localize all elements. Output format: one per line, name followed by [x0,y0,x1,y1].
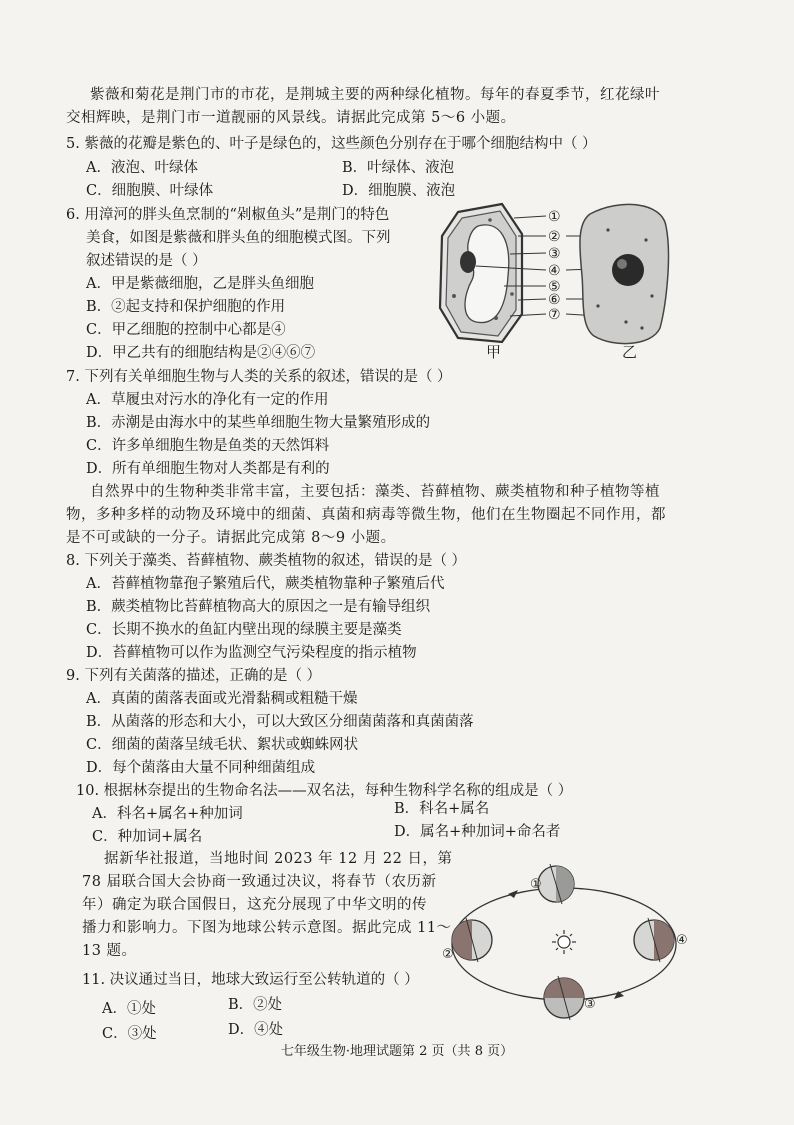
q6-option-a[interactable]: A．甲是紫薇细胞，乙是胖头鱼细胞 [86,276,314,292]
q9-option-d[interactable]: D．每个菌落由大量不同种细菌组成 [86,760,316,776]
q6-stem-line1: 6. 用漳河的胖头鱼烹制的“剁椒鱼头”是荆门的特色 [66,207,390,223]
orbit-label-1: ① [530,877,542,892]
orbit-label-4: ④ [676,933,688,948]
passage1-line1: 紫薇和菊花是荆门市的市花，是荆城主要的两种绿化植物。每年的春夏季节，红花绿叶 [90,87,660,103]
cell-caption-b: 乙 [622,343,638,361]
q6-option-d[interactable]: D．甲乙共有的细胞结构是②④⑥⑦ [86,345,316,361]
q11-option-c[interactable]: C．③处 [102,1026,157,1042]
q10-option-c[interactable]: C．种加词+属名 [92,829,203,845]
q9-option-b[interactable]: B．从菌落的形态和大小，可以大致区分细菌菌落和真菌菌落 [86,714,474,730]
passage2-line3: 是不可或缺的一分子。请据此完成第 8～9 小题。 [66,530,396,546]
q7-option-a[interactable]: A．草履虫对污水的净化有一定的作用 [86,392,329,408]
q7-option-d[interactable]: D．所有单细胞生物对人类都是有利的 [86,461,330,477]
q5-option-c[interactable]: C．细胞膜、叶绿体 [86,183,214,199]
orbit-arrow-icon [508,890,518,898]
q9-option-c[interactable]: C．细菌的菌落呈绒毛状、絮状或蜘蛛网状 [86,737,359,753]
passage3-line5: 13 题。 [82,943,137,959]
q9-option-a[interactable]: A．真菌的菌落表面或光滑黏稠或粗糙干燥 [86,691,358,707]
orbit-label-2: ② [442,947,454,962]
passage2-line2: 物，多种多样的动物及环境中的细菌、真菌和病毒等微生物，他们在生物圈起不同作用，都 [66,507,666,523]
q6-stem-line3: 叙述错误的是（ ） [86,253,207,269]
sun-icon [552,930,576,954]
cell-label-6: ⑥ [548,292,561,308]
orbit-label-3: ③ [584,997,596,1012]
q11-option-b[interactable]: B．②处 [228,997,283,1013]
q11-stem: 11. 决议通过当日，地球大致运行至公转轨道的（ ） [82,972,419,988]
passage3-line4: 播力和影响力。下图为地球公转示意图。据此完成 11～ [82,920,452,936]
q10-option-d[interactable]: D．属名+种加词+命名者 [394,824,561,840]
q10-option-a[interactable]: A．科名+属名+种加词 [92,806,243,822]
q11-option-d[interactable]: D．④处 [228,1022,284,1038]
q5-stem: 5. 紫薇的花瓣是紫色的、叶子是绿色的，这些颜色分别存在于哪个细胞结构中（ ） [66,136,597,152]
cell-diagram [430,196,670,362]
plant-cell [440,204,522,342]
earth-position-2 [452,918,492,962]
q5-option-b[interactable]: B．叶绿体、液泡 [342,160,455,176]
earth-position-1 [538,864,574,904]
q9-stem: 9. 下列有关菌落的描述，正确的是（ ） [66,668,322,684]
cell-label-4: ④ [548,263,561,279]
q5-option-d[interactable]: D．细胞膜、液泡 [342,183,456,199]
passage1-line2: 交相辉映，是荆门市一道靓丽的风景线。请据此完成第 5～6 小题。 [66,110,516,126]
cell-caption-a: 甲 [486,343,502,361]
passage3-line2: 78 届联合国大会协商一致通过决议，将春节（农历新 [82,874,437,890]
q11-option-a[interactable]: A．①处 [102,1001,156,1017]
passage2-line1: 自然界中的生物种类非常丰富，主要包括：藻类、苔藓植物、蕨类植物和种子植物等植 [90,484,660,500]
earth-orbit-diagram [438,852,690,1024]
q8-option-b[interactable]: B．蕨类植物比苔藓植物高大的原因之一是有输导组织 [86,599,431,615]
cell-label-1: ① [548,209,561,225]
passage3-line1: 据新华社报道，当地时间 2023 年 12 月 22 日，第 [104,851,453,867]
q8-option-a[interactable]: A．苔藓植物靠孢子繁殖后代，蕨类植物靠种子繁殖后代 [86,576,445,592]
page-footer: 七年级生物·地理试题第 2 页（共 8 页） [280,1044,514,1059]
cell-label-2: ② [548,229,561,245]
passage3-line3: 年）确定为联合国假日，这充分展现了中华文明的传 [82,897,427,913]
q5-option-a[interactable]: A．液泡、叶绿体 [86,160,198,176]
cell-label-5: ⑤ [548,279,561,295]
q10-stem: 10. 根据林奈提出的生物命名法——双名法，每种生物科学名称的组成是（ ） [76,783,573,799]
earth-position-4 [634,918,674,962]
earth-position-3 [544,976,584,1020]
q8-option-c[interactable]: C．长期不换水的鱼缸内壁出现的绿膜主要是藻类 [86,622,402,638]
q10-option-b[interactable]: B．科名+属名 [394,801,490,817]
cell-label-3: ③ [548,246,561,262]
q6-option-b[interactable]: B．②起支持和保护细胞的作用 [86,299,286,315]
animal-cell [580,204,669,343]
q6-option-c[interactable]: C．甲乙细胞的控制中心都是④ [86,322,286,338]
q7-option-c[interactable]: C．许多单细胞生物是鱼类的天然饵料 [86,438,330,454]
q8-option-d[interactable]: D．苔藓植物可以作为监测空气污染程度的指示植物 [86,645,417,661]
q8-stem: 8. 下列关于藻类、苔藓植物、蕨类植物的叙述，错误的是（ ） [66,553,467,569]
q7-option-b[interactable]: B．赤潮是由海水中的某些单细胞生物大量繁殖形成的 [86,415,431,431]
q7-stem: 7. 下列有关单细胞生物与人类的关系的叙述，错误的是（ ） [66,369,452,385]
cell-label-7: ⑦ [548,307,561,323]
q6-stem-line2: 美食，如图是紫薇和胖头鱼的细胞模式图。下列 [86,230,391,246]
